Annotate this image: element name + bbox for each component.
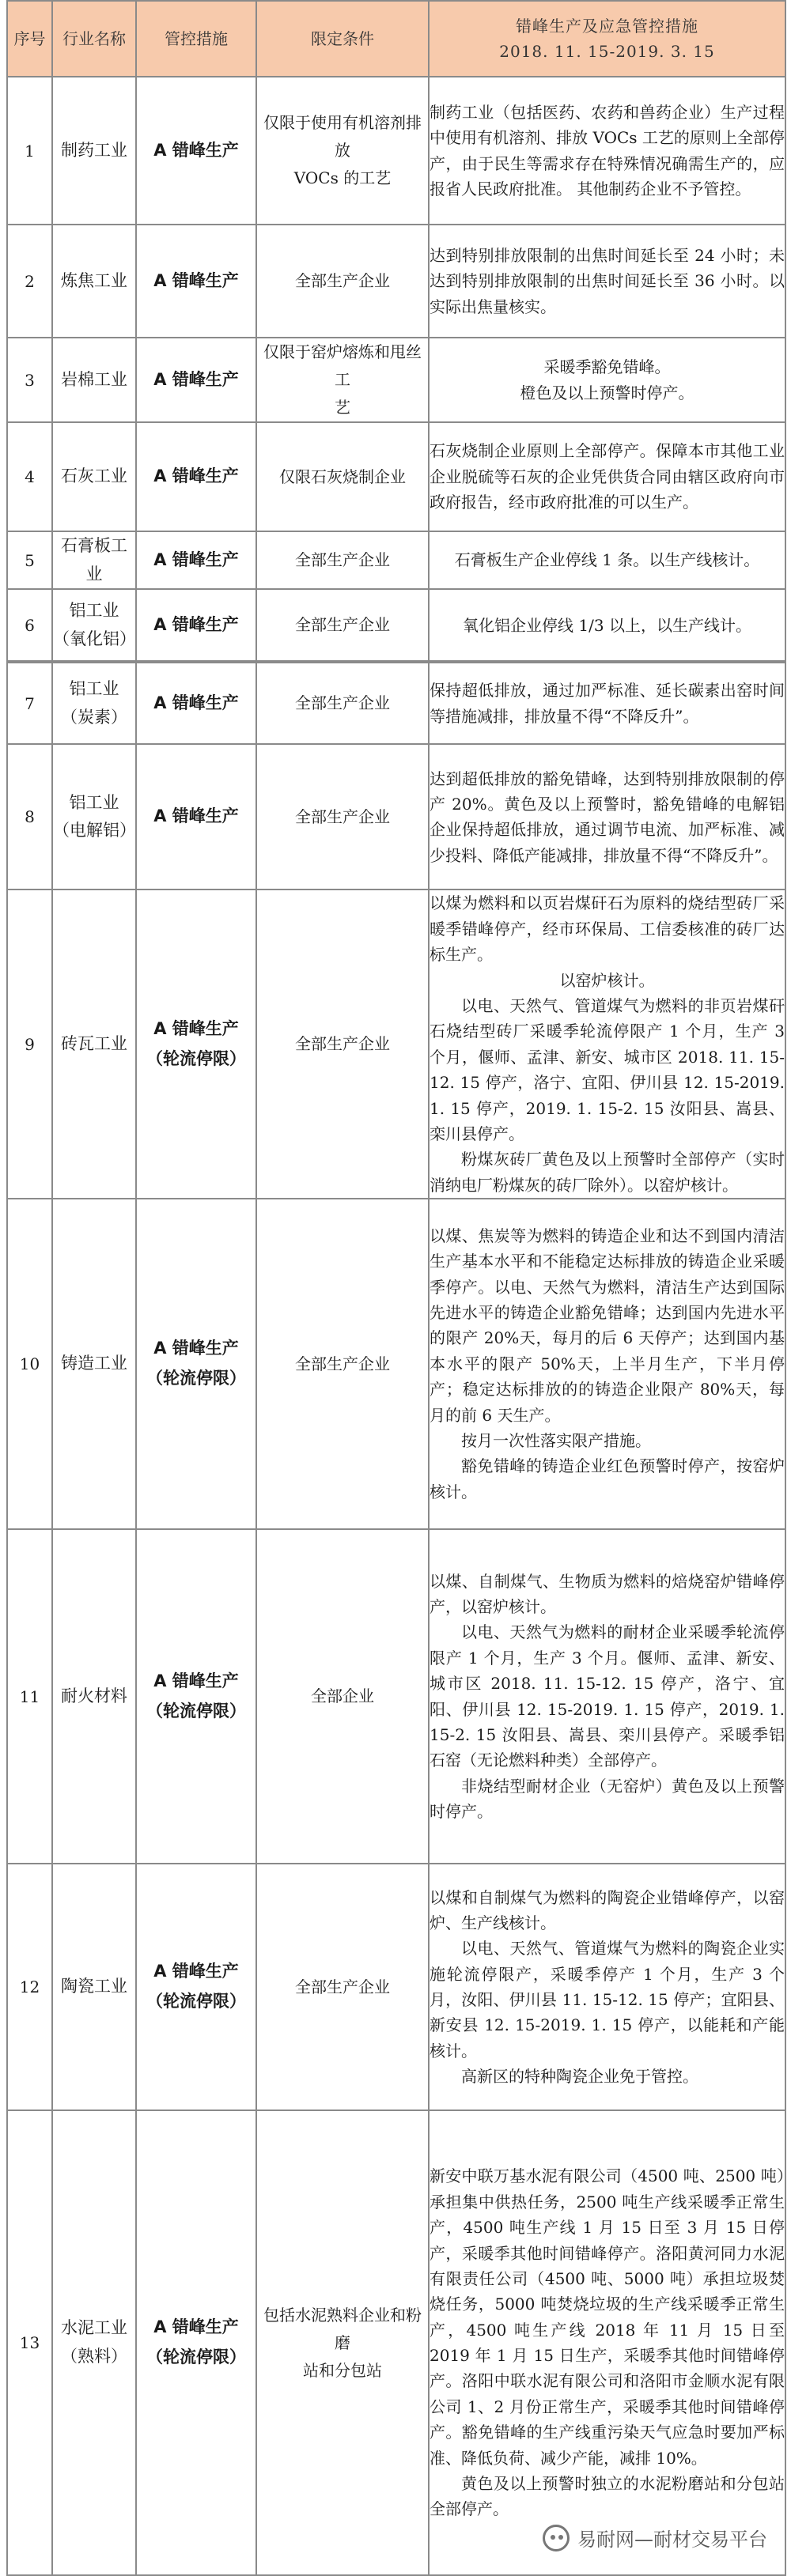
table-row: [7, 744, 785, 890]
measure-paragraph: 达到特别排放限制的出焦时间延长至 24 小时；未达到特别排放限制的出焦时间延长至 36 小时。以实际出焦量核实。: [430, 245, 785, 316]
condition-line: 仅限于使用有机溶剂排放: [263, 113, 422, 160]
row-industry: [52, 1529, 136, 1864]
condition-line: 全部企业: [311, 1686, 374, 1706]
row-control: [136, 2110, 256, 2575]
row-control: [136, 225, 256, 338]
row-seq: 3: [7, 338, 52, 422]
measure-paragraph: 以煤为燃料和以页岩煤矸石为原料的烧结型砖厂采暖季错峰停产，经市环保局、工信委核准的砖厂达标生产。: [430, 893, 785, 965]
row-control: [136, 662, 256, 744]
row-control: [136, 1199, 256, 1529]
measure-paragraph: 以电、天然气、管道煤气为燃料的非页岩煤矸石烧结型砖厂采暖季轮流停限产 1 个月，生产 3 个月，偃师、孟津、新安、城市区 2018. 11. 15-12. 15 停产，洛宁、宜阳、伊川县 12. 15-2019. 1. 15 停产，2019. 1. 15-2. 15 汝阳县、嵩县、栾川县停产。: [430, 995, 785, 1143]
condition-line: VOCs 的工艺: [293, 168, 392, 187]
row-seq: 5: [7, 531, 52, 589]
header-seq: 序号: [7, 1, 52, 77]
industry-line: （熟料）: [61, 2347, 127, 2366]
row-condition: [256, 2110, 429, 2575]
row-measures: [429, 589, 785, 662]
table-row: [7, 531, 785, 589]
wechat-icon: [543, 2525, 570, 2551]
measure-paragraph: 按月一次性落实限产措施。: [461, 1431, 651, 1451]
row-seq: 6: [7, 589, 52, 662]
condition-line: 全部生产企业: [295, 1034, 390, 1054]
control-line: A 错峰生产: [153, 1018, 239, 1038]
row-measures: [429, 77, 785, 225]
row-industry: [52, 1864, 136, 2110]
table-row: [7, 1864, 785, 2110]
control-line: （轮流停限）: [146, 1048, 246, 1068]
condition-line: 仅限于窑炉熔炼和甩丝工: [263, 342, 422, 389]
table-row: [7, 225, 785, 338]
row-condition: [256, 1199, 429, 1529]
condition-line: 全部生产企业: [295, 550, 390, 570]
row-seq: 8: [7, 744, 52, 890]
control-line: A 错峰生产: [153, 614, 239, 634]
measure-paragraph: 石灰烧制企业原则上全部停产。保障本市其他工业企业脱硫等石灰的企业凭供货合同由辖区政府向市政府报告，经市政府批准的可以生产。: [430, 441, 785, 512]
header-measures-period: 2018. 11. 15-2019. 3. 15: [499, 42, 715, 61]
industry-line: （氧化铝）: [53, 629, 136, 648]
control-line: A 错峰生产: [153, 270, 239, 290]
measure-paragraph: 以窑炉核计。: [559, 970, 655, 990]
table-row: [7, 890, 785, 1199]
row-seq: 2: [7, 225, 52, 338]
row-control: [136, 589, 256, 662]
row-condition: [256, 589, 429, 662]
measure-paragraph: 非烧结型耐材企业（无窑炉）黄色及以上预警时停产。: [430, 1776, 785, 1822]
measure-paragraph: 达到超低排放的豁免错峰，达到特别排放限制的停产 20%。黄色及以上预警时，豁免错峰的电解铝企业保持超低排放，通过调节电流、加严标准、减少投料、降低产能减排，排放量不得“不降反升”。: [430, 769, 785, 865]
measure-paragraph: 以煤、焦炭等为燃料的铸造企业和达不到国内清洁生产基本水平和不能稳定达标排放的铸造企业采暖季停产。以电、天然气为燃料，清洁生产达到国际先进水平的铸造企业豁免错峰；达到国内先进水平的限产 20%天，每月的后 6 天停产；达到国内基本水平的限产 50%天，上半月生产，下半月停产；稳定达标排放的的铸造企业限产 80%天，每月的前 6 天生产。: [430, 1226, 785, 1425]
row-industry: [52, 2110, 136, 2575]
control-line: A 错峰生产: [153, 1671, 239, 1690]
condition-line: 全部生产企业: [295, 806, 390, 826]
row-control: [136, 338, 256, 422]
measure-paragraph: 以煤、自制煤气、生物质为燃料的焙烧窑炉错峰停产，以窑炉核计。: [430, 1571, 785, 1616]
row-seq: 1: [7, 77, 52, 225]
measure-paragraph: 氧化铝企业停线 1/3 以上，以生产线计。: [463, 615, 751, 635]
condition-line: 全部生产企业: [295, 615, 390, 635]
control-line: A 错峰生产: [153, 806, 239, 826]
row-condition: [256, 1864, 429, 2110]
table-row: [7, 1529, 785, 1864]
industry-line: 石膏板工业: [61, 536, 127, 584]
industry-line: （电解铝）: [53, 821, 136, 840]
row-measures: [429, 662, 785, 744]
table-row: [7, 77, 785, 225]
row-condition: [256, 662, 429, 744]
row-condition: [256, 422, 429, 531]
industry-line: 铝工业: [69, 601, 119, 621]
measure-paragraph: 保持超低排放，通过加严标准、延长碳素出窑时间等措施减排，排放量不得“不降反升”。: [430, 681, 785, 726]
control-line: （轮流停限）: [146, 2347, 246, 2367]
row-control: [136, 422, 256, 531]
measure-paragraph: 高新区的特种陶瓷企业免于管控。: [461, 2067, 698, 2087]
header-control: 管控措施: [136, 1, 256, 77]
table-body: [7, 77, 785, 2575]
control-line: A 错峰生产: [153, 1962, 239, 1981]
measure-paragraph: 豁免错峰的铸造企业红色预警时停产，按窑炉核计。: [430, 1456, 785, 1501]
measure-paragraph: 橙色及以上预警时停产。: [520, 383, 694, 402]
industry-line: 水泥工业: [61, 2318, 127, 2338]
table-row: [7, 589, 785, 662]
industry-line: 砖瓦工业: [61, 1033, 127, 1053]
control-line: A 错峰生产: [153, 2317, 239, 2337]
control-line: （轮流停限）: [146, 1992, 246, 2011]
row-measures: [429, 338, 785, 422]
condition-line: 全部生产企业: [295, 1977, 390, 1996]
industry-line: 炼焦工业: [61, 270, 127, 290]
table-row: [7, 338, 785, 422]
control-line: A 错峰生产: [153, 550, 239, 569]
row-seq: 11: [7, 1529, 52, 1864]
row-seq: 13: [7, 2110, 52, 2575]
row-condition: [256, 890, 429, 1199]
row-industry: [52, 422, 136, 531]
condition-line: 全部生产企业: [295, 271, 390, 290]
table-row: [7, 422, 785, 531]
row-measures: [429, 2110, 785, 2575]
row-measures: [429, 890, 785, 1199]
control-line: A 错峰生产: [153, 369, 239, 389]
header-condition: 限定条件: [256, 1, 429, 77]
control-line: A 错峰生产: [153, 140, 239, 160]
industry-line: （炭素）: [61, 707, 127, 727]
row-condition: [256, 225, 429, 338]
table-row: [7, 2110, 785, 2575]
industry-line: 铝工业: [69, 792, 119, 812]
row-measures: [429, 225, 785, 338]
table-row: [7, 662, 785, 744]
measure-paragraph: 以电、天然气、管道煤气为燃料的陶瓷企业实施轮流停限产，采暖季停产 1 个月，生产 3 个月，汝阳、伊川县 11. 15-12. 15 停产；宜阳县、新安县 12. 15-2019. 1. 15 停产，以能耗和产能核计。: [430, 1939, 785, 2060]
measure-paragraph: 以电、天然气为燃料的耐材企业采暖季轮流停限产 1 个月，生产 3 个月。偃师、孟津、新安、城市区 2018. 11. 15-12. 15 停产，洛宁、宜阳、伊川县 12. 15-2019. 1. 15 停产，2019. 1. 15-2. 15 汝阳县、嵩县、栾川县停产。采暖季铝石窑（无论燃料种类）全部停产。: [430, 1622, 785, 1770]
row-measures: [429, 1199, 785, 1529]
row-seq: 4: [7, 422, 52, 531]
measure-paragraph: 新安中联万基水泥有限公司（4500 吨、2500 吨）承担集中供热任务，2500 吨生产线采暖季正常生产，4500 吨生产线 1 月 15 日至 3 月 15 日停产，采暖季其他时间错峰停产。洛阳黄河同力水泥有限责任公司（4500 吨、5000 吨）承担垃圾焚烧任务，5000 吨焚烧垃圾的生产线采暖季正常生产，4500 吨生产线 2018 年 11 月 15 日至 2019 年 1 月 15 日生产，采暖季其他时间错峰停产。洛阳中联水泥有限公司和洛阳市金顺水泥有限公司 1、2 月份正常生产，采暖季其他时间错峰停产。豁免错峰的生产线重污染天气应急时要加严标准、降低负荷、减少产能，减排 10%。: [430, 2166, 785, 2468]
row-control: [136, 1864, 256, 2110]
row-control: [136, 890, 256, 1199]
condition-line: 艺: [335, 398, 350, 417]
row-industry: [52, 1199, 136, 1529]
condition-line: 全部生产企业: [295, 693, 390, 713]
row-condition: [256, 744, 429, 890]
control-line: （轮流停限）: [146, 1369, 246, 1388]
measure-paragraph: 石膏板生产企业停线 1 条。以生产线核计。: [454, 550, 760, 570]
row-condition: [256, 338, 429, 422]
row-measures: [429, 1864, 785, 2110]
control-line: A 错峰生产: [153, 466, 239, 486]
industry-line: 陶瓷工业: [61, 1977, 127, 1996]
measure-paragraph: 黄色及以上预警时独立的水泥粉磨站和分包站全部停产。: [430, 2474, 785, 2519]
measure-paragraph: 采暖季豁免错峰。: [543, 357, 671, 377]
header-industry: 行业名称: [52, 1, 136, 77]
measure-paragraph: 制药工业（包括医药、农药和兽药企业）生产过程中使用有机溶剂、排放 VOCs 工艺的原则上全部停产，由于民生等需求存在特殊情况确需生产的，应报省人民政府批准。 其他制药企业不予管控。: [430, 102, 785, 198]
industry-line: 制药工业: [61, 140, 127, 160]
industry-line: 铸造工业: [61, 1354, 127, 1373]
row-measures: [429, 744, 785, 890]
row-condition: [256, 1529, 429, 1864]
row-industry: [52, 744, 136, 890]
row-industry: [52, 77, 136, 225]
industry-line: 耐火材料: [61, 1686, 127, 1705]
row-seq: 9: [7, 890, 52, 1199]
industry-line: 岩棉工业: [61, 369, 127, 389]
row-control: [136, 77, 256, 225]
measure-paragraph: 以煤和自制煤气为燃料的陶瓷企业错峰停产，以窑炉、生产线核计。: [430, 1887, 785, 1932]
row-industry: [52, 338, 136, 422]
condition-line: 包括水泥熟料企业和粉磨: [263, 2305, 422, 2352]
row-measures: [429, 531, 785, 589]
control-line: A 错峰生产: [153, 1339, 239, 1358]
condition-line: 仅限石灰烧制企业: [279, 466, 406, 486]
header-measures: [429, 1, 785, 77]
header-measures-title: 错峰生产及应急管控措施: [516, 17, 698, 36]
control-line: A 错峰生产: [153, 693, 239, 712]
row-condition: [256, 531, 429, 589]
condition-line: 站和分包站: [303, 2360, 382, 2380]
row-control: [136, 744, 256, 890]
row-measures: [429, 1529, 785, 1864]
watermark-text: 易耐网—耐材交易平台: [577, 2529, 767, 2551]
row-measures: [429, 422, 785, 531]
table-header: [7, 1, 785, 77]
control-line: （轮流停限）: [146, 1701, 246, 1720]
row-industry: [52, 589, 136, 662]
row-industry: [52, 225, 136, 338]
row-industry: [52, 531, 136, 589]
control-measures-table: [6, 0, 786, 2576]
measure-paragraph: 粉煤灰砖厂黄色及以上预警时全部停产（实时消纳电厂粉煤灰的砖厂除外）。以窑炉核计。: [430, 1150, 785, 1195]
row-industry: [52, 890, 136, 1199]
watermark: [535, 2521, 775, 2555]
industry-line: 铝工业: [69, 679, 119, 699]
row-industry: [52, 662, 136, 744]
row-seq: 10: [7, 1199, 52, 1529]
row-control: [136, 531, 256, 589]
row-seq: 12: [7, 1864, 52, 2110]
row-seq: 7: [7, 662, 52, 744]
row-condition: [256, 77, 429, 225]
industry-line: 石灰工业: [61, 466, 127, 486]
condition-line: 全部生产企业: [295, 1354, 390, 1373]
table-row: [7, 1199, 785, 1529]
row-control: [136, 1529, 256, 1864]
